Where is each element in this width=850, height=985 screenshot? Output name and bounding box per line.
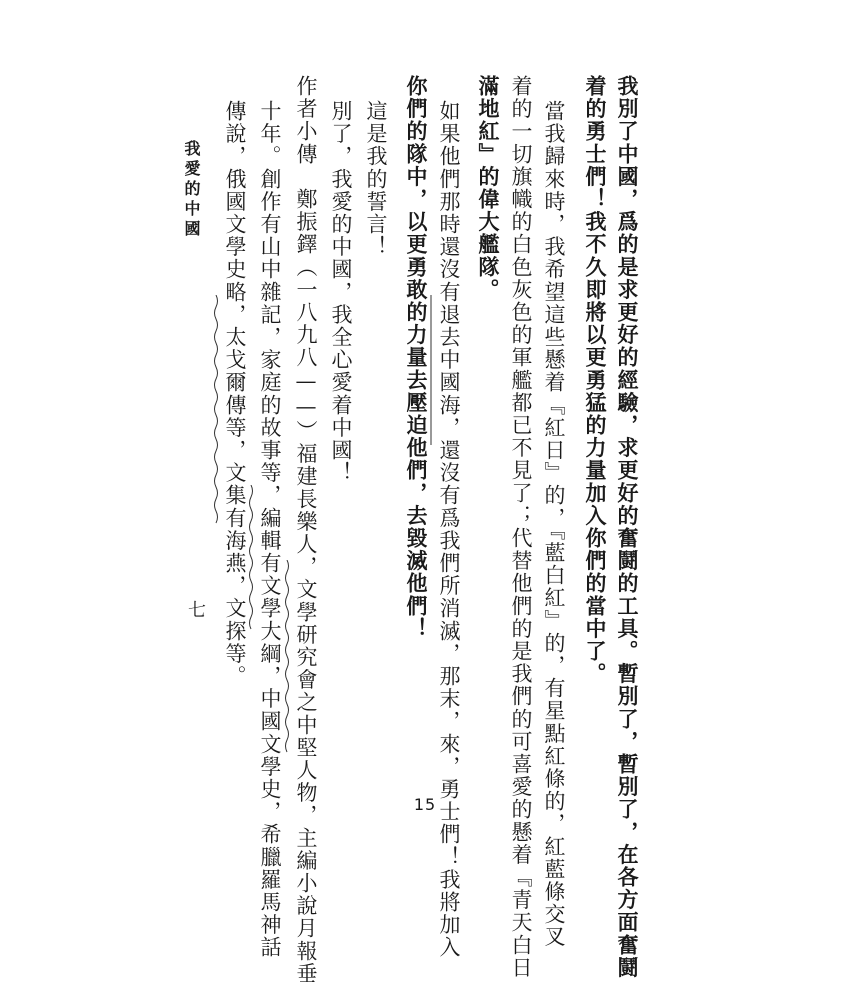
proper-noun-line (428, 295, 434, 445)
running-header-title: 我愛的中國 (182, 140, 201, 240)
folio-number: 七 (185, 600, 206, 618)
text-column-3: 當我歸來時，我希望這些懸着『紅日』的，『藍白紅』的，有星點紅條的，紅藍條交叉 (542, 100, 566, 949)
text-column-4: 着的一切旗幟的白色灰色的軍艦都已不見了；代替他們的是我們的可喜愛的懸着『青天白日 (509, 75, 533, 979)
text-column-6: 如果他們那時還沒有退去中國海，還沒有爲我們所消滅，那末，來，勇士們！我將加入 (437, 100, 461, 959)
text-column-10: 作者小傳 鄭振鐸（一八九八——）福建長樂人，文學研究會之中堅人物，主編小說月報垂 (294, 75, 318, 985)
text-column-7: 你們的隊中，以更勇敢的力量去壓迫他們，去毀滅他們！ (404, 75, 429, 640)
text-column-2: 着的勇士們！我不久即將以更勇猛的力量加入你們的當中了。 (583, 75, 608, 686)
text-column-5: 滿地紅』的偉大艦隊。 (476, 75, 501, 301)
proper-noun-wavy-underline (284, 560, 290, 760)
page-number: 15 (413, 795, 437, 814)
proper-noun-wavy-underline (248, 485, 254, 635)
text-column-8: 這是我的誓言！ (364, 100, 388, 259)
text-column-12: 傳說，俄國文學史略，太戈爾傳等，文集有海燕，文探等。 (223, 100, 247, 688)
proper-noun-wavy-underline (213, 295, 219, 525)
text-column-9: 別了，我愛的中國，我全心愛着中國！ (329, 100, 353, 485)
text-column-11: 十年。創作有山中雜記，家庭的故事等，編輯有文學大綱，中國文學史，希臘羅馬神話 (258, 100, 282, 959)
text-column-1: 我別了中國，爲的是求更好的經驗，求更好的奮鬪的工具。暫別了，暫別了，在各方面奮鬪 (615, 75, 640, 979)
